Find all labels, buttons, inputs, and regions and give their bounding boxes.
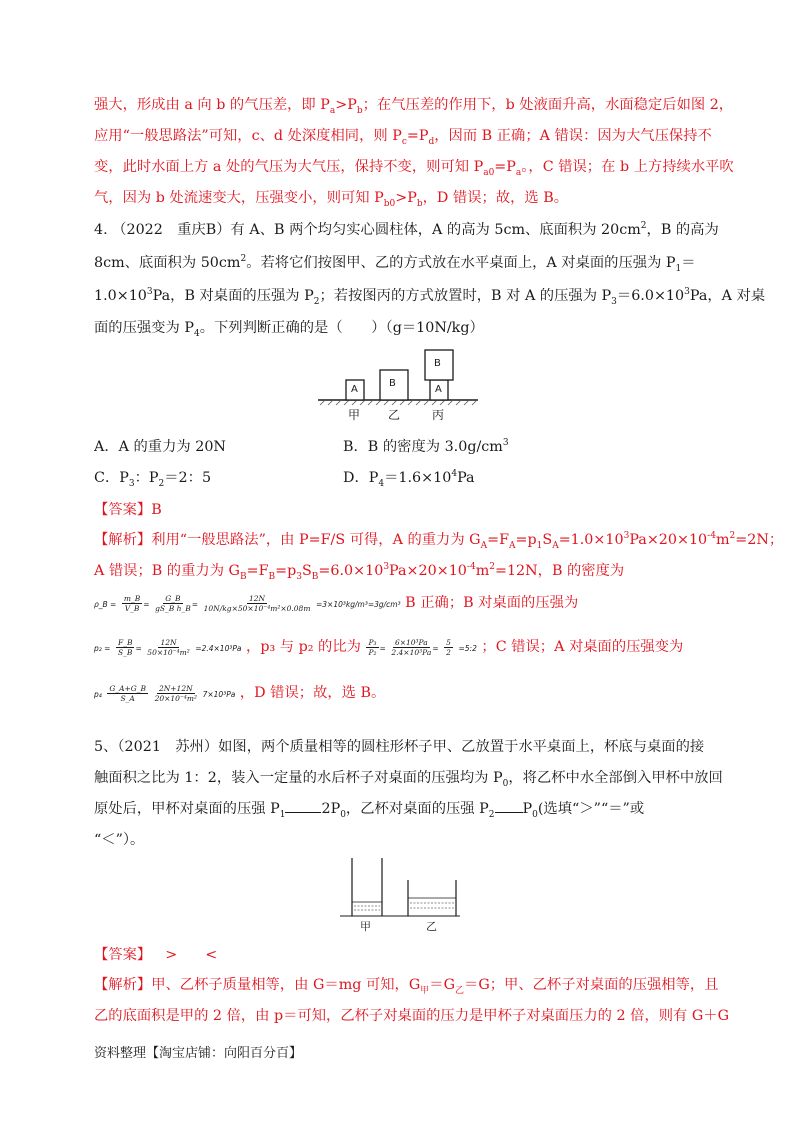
label-b-bing: B	[434, 358, 441, 369]
frac-12n-area: $\frac{12N}{\text{50×10⁻⁴m²}}$	[147, 637, 190, 657]
q4-answer: 【答案】B	[94, 502, 162, 518]
label-yi: 乙	[388, 408, 401, 422]
frac-5-2: $\frac{5}{2}$	[446, 637, 451, 657]
cup-jia	[352, 858, 382, 916]
q4-figure	[318, 342, 478, 422]
p1-line-1: 强大，形成由 a 向 b 的气压差，即 $P_a>P_b$；在气压差的作用下，b 处液面升高，水面稳定后如图 2，	[94, 97, 734, 116]
frac-ga-gb: $\frac{G\_A+G\_B}{S\_A}$	[109, 683, 147, 703]
frac-ratio-values: $\frac{\text{6×10³Pa}}{\text{2.4×10³Pa}}$	[391, 637, 432, 657]
label-a-jia: A	[351, 384, 358, 395]
q4-option-c: C．$P_3$：$P_2=2$：5	[94, 470, 212, 489]
q4-line-4: 面的压强变为 $P_4$。下列判断正确的是（ ）（g＝10N/kg）	[94, 320, 484, 339]
q5-figure-svg	[340, 856, 460, 936]
p1-line-3: 变，此时水面上方 a 处的气压为大气压，保持不变，则可知 $P_{a0}=P_a$。，C 错误；在 b 上方持续水平吹	[94, 159, 734, 178]
footer: 资料整理【淘宝店铺：向阳百分百】	[94, 1046, 303, 1061]
frac-m-v: $\frac{m\_B}{V\_B}$	[123, 593, 141, 613]
q4-formula-pressure: p₂ = $\frac{F\_B}{S\_B}$ = $\frac{12N}{\text{50×10⁻⁴m²}}$ =2.4×10³Pa ，p₃ 与 p₂ 的比为 $\frac{\text{P₃}}{\text{P₂}}$ = $\frac{\text{6×10³Pa}}{\text{2.4×10³Pa}}$ = $\frac{5}{2}$ =5:2 ；C 错误；A 对桌面的压强变为	[94, 637, 684, 657]
blank-1[interactable]	[285, 800, 321, 813]
q5-analysis-line-2: 乙的底面积是甲的 2 倍，由 p＝可知，乙杯子对桌面的压力是甲杯子对桌面压力的 2 倍，则有 G＋G	[94, 1008, 730, 1024]
frac-fb-sb: $\frac{F\_B}{S\_B}$	[117, 637, 133, 657]
q4-line-1: 4. （2022 重庆B）有 A、B 两个均匀实心圆柱体，A 的高为 5cm、底面积为 $20cm^2$，B 的高为	[94, 221, 719, 238]
q5-line-3: 原处后，甲杯对桌面的压强 $P_1$ $2P_0$，乙杯对桌面的压强 $P_2$ $P_0$(选填“＞”“＝”或	[94, 801, 645, 820]
blank-2[interactable]	[495, 800, 523, 813]
q4-line-3: $1.0\times 10^3Pa$，B 对桌面的压强为 $P_2$；若按图丙的方式放置时，B 对 A 的压强为 $P_3=6.0\times 10^3Pa$，A 对桌	[94, 287, 766, 307]
q4-analysis-line-2: A 错误；B 的重力为 $G_B=F_B=p_3S_B=6.0\times 10^3Pa\times 20\times 10^{-4}m^2=12N$，B 的密度为	[94, 562, 625, 582]
frac-14n-area: $\frac{2N+12N}{\text{20×10⁻⁴m²}}$	[154, 683, 198, 703]
p1-line-4: 气，因为 b 处流速变大，压强变小，则可知 $P_{b0}>P_b$，D 错误；故，选 B。	[94, 190, 569, 209]
frac-p3-p2: $\frac{\text{P₃}}{\text{P₂}}$	[368, 637, 377, 657]
q4-formula-density: ρ_B = $\frac{m\_B}{V\_B}$ = $\frac{G\_B}{\text{gS\_B h\_B}}$ = $\frac{12N}{\text{10N/kg×50×10⁻⁴m²×0.08m}}$ =3×10³kg/m³=3g/cm³ B 正确；B 对桌面的压强为	[94, 593, 579, 613]
q4-line-2: 8cm、底面积为 $50cm^2$。若将它们按图甲、乙的方式放在水平桌面上，A 对桌面的压强为 $P_1=$	[94, 254, 696, 274]
cup-yi	[408, 880, 456, 916]
q5-line-1: 5、（2021 苏州）如图，两个质量相等的圆柱形杯子甲、乙放置于水平桌面上，杯底与桌面的接	[94, 739, 705, 755]
q4-formula-p4: p₄ $\frac{G\_A+G\_B}{S\_A}$ $\frac{2N+12N}{\text{20×10⁻⁴m²}}$ 7×10³Pa ，D 错误；故，选 B。	[94, 683, 386, 703]
q4-option-d: D．$P_4=1.6\times 10^4Pa$	[343, 469, 475, 489]
label-jia: 甲	[348, 408, 361, 422]
q4-option-b: B．B 的密度为 $3.0g/cm^3$	[343, 438, 509, 455]
q4-option-a: A．A 的重力为 20N	[94, 439, 226, 455]
label-cup-yi: 乙	[426, 920, 437, 933]
label-bing: 丙	[432, 408, 445, 422]
label-cup-jia: 甲	[360, 920, 371, 933]
frac-g-gsh: $\frac{G\_B}{\text{gS\_B h\_B}}$	[155, 593, 191, 613]
frac-12n-calc: $\frac{12N}{\text{10N/kg×50×10⁻⁴m²×0.08m}}$	[203, 593, 311, 613]
q5-answer: 【答案】 > <	[94, 947, 218, 963]
label-a-bing: A	[435, 384, 442, 395]
q4-analysis-line-1: 【解析】利用“一般思路法”，由 P=F/S 可得，A 的重力为 $G_A=F_A=p_1S_A=1.0\times 10^3Pa\times 20\times 10^{-4}m^2=2N$；	[94, 531, 784, 551]
q5-figure	[340, 856, 460, 936]
q5-analysis-line-1: 【解析】甲、乙杯子质量相等，由 G＝mg 可知，$G_甲=G_乙=G$；甲、乙杯子对桌面的压强相等，且	[94, 977, 719, 996]
q5-line-2: 触面积之比为 1：2，装入一定量的水后杯子对桌面的压强均为 $P_0$，将乙杯中水全部倒入甲杯中放回	[94, 770, 723, 789]
label-b-yi: B	[389, 378, 396, 389]
q5-line-4: “＜”）。	[94, 832, 145, 848]
p1-line-2: 应用“一般思路法”可知，c、d 处深度相同，则 $P_c=P_d$，因而 B 正确；A 错误：因为大气压保持不	[94, 128, 712, 147]
